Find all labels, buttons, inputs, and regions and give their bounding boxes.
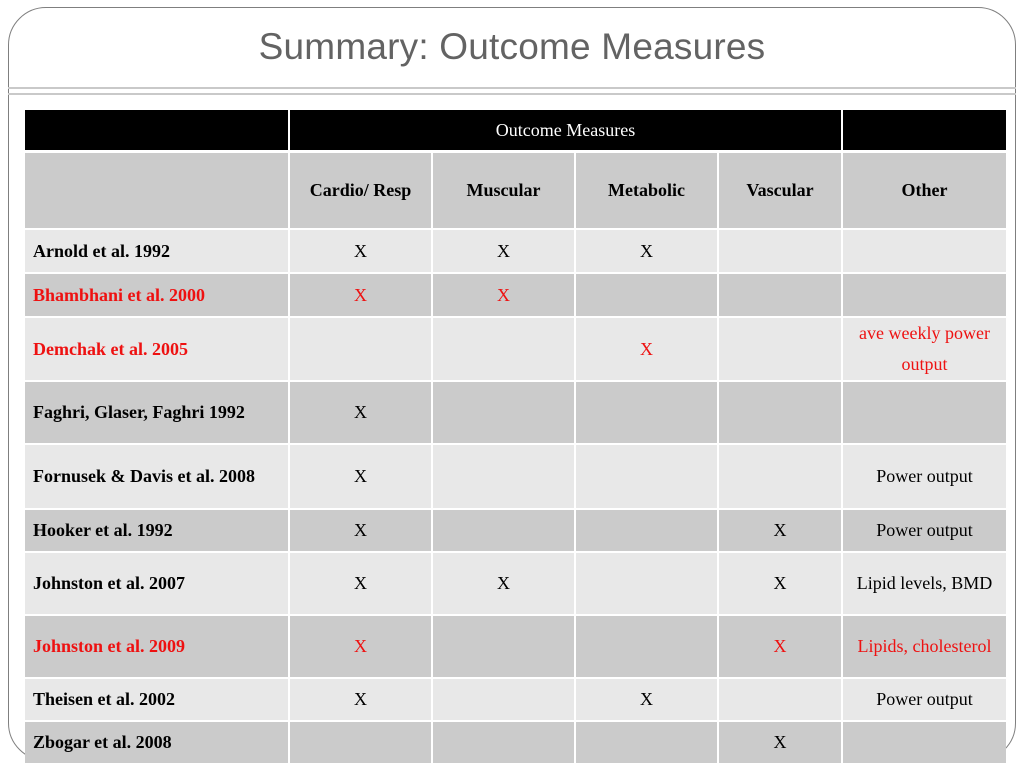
- measure-cell: [576, 722, 719, 765]
- study-name-cell: Bhambhani et al. 2000: [25, 274, 290, 318]
- measure-cell: X: [290, 230, 433, 274]
- table-row: [25, 616, 1006, 679]
- table-group-header-row: [25, 110, 1006, 153]
- table-row: [25, 445, 1006, 510]
- column-header-study: [25, 153, 290, 230]
- measure-cell: X: [719, 510, 843, 553]
- study-name-cell: Theisen et al. 2002: [25, 679, 290, 722]
- measure-cell: [433, 510, 576, 553]
- other-measure-cell: Power output: [843, 510, 1006, 553]
- table-row: [25, 318, 1006, 382]
- other-measure-cell: Power output: [843, 445, 1006, 510]
- study-name-cell: Johnston et al. 2009: [25, 616, 290, 679]
- measure-cell: [719, 318, 843, 382]
- measure-cell: [719, 382, 843, 445]
- table-row: [25, 274, 1006, 318]
- measure-cell: [433, 318, 576, 382]
- measure-cell: X: [433, 230, 576, 274]
- measure-cell: [719, 230, 843, 274]
- measure-cell: X: [290, 616, 433, 679]
- measure-cell: [576, 510, 719, 553]
- measure-cell: X: [290, 274, 433, 318]
- other-measure-cell: [843, 382, 1006, 445]
- other-measure-cell: Power output: [843, 679, 1006, 722]
- measure-cell: X: [576, 230, 719, 274]
- measure-cell: X: [290, 553, 433, 616]
- table-row: [25, 382, 1006, 445]
- measure-cell: X: [433, 553, 576, 616]
- title-separator: [8, 93, 1016, 95]
- other-measure-cell: Lipid levels, BMD: [843, 553, 1006, 616]
- table-row: [25, 510, 1006, 553]
- table-row: [25, 553, 1006, 616]
- study-name-cell: Demchak et al. 2005: [25, 318, 290, 382]
- study-name-cell: Arnold et al. 1992: [25, 230, 290, 274]
- table-column-header-row: [25, 153, 1006, 230]
- study-name-cell: Hooker et al. 1992: [25, 510, 290, 553]
- measure-cell: X: [576, 679, 719, 722]
- table-row: [25, 679, 1006, 722]
- measure-cell: [719, 445, 843, 510]
- other-measure-cell: [843, 230, 1006, 274]
- column-header: Cardio/ Resp: [290, 153, 433, 230]
- table-row: [25, 230, 1006, 274]
- measure-cell: X: [719, 722, 843, 765]
- study-name-cell: Zbogar et al. 2008: [25, 722, 290, 765]
- measure-cell: [576, 445, 719, 510]
- other-measure-cell: Lipids, cholesterol: [843, 616, 1006, 679]
- measure-cell: X: [719, 616, 843, 679]
- header-empty-cell: [843, 110, 1006, 153]
- measure-cell: X: [290, 445, 433, 510]
- header-empty-cell: [25, 110, 290, 153]
- column-header: Muscular: [433, 153, 576, 230]
- outcome-measures-table: [25, 110, 1006, 765]
- measure-cell: [576, 382, 719, 445]
- measure-cell: X: [719, 553, 843, 616]
- column-header: Metabolic: [576, 153, 719, 230]
- measure-cell: [719, 679, 843, 722]
- measure-cell: [433, 722, 576, 765]
- table-row: [25, 722, 1006, 765]
- column-header: Other: [843, 153, 1006, 230]
- other-measure-cell: ave weekly power output: [843, 318, 1006, 382]
- measure-cell: [433, 445, 576, 510]
- title-separator: [8, 87, 1016, 89]
- measure-cell: [433, 679, 576, 722]
- measure-cell: X: [576, 318, 719, 382]
- measure-cell: X: [290, 382, 433, 445]
- measure-cell: [433, 616, 576, 679]
- group-header-label: Outcome Measures: [290, 110, 843, 153]
- study-name-cell: Faghri, Glaser, Faghri 1992: [25, 382, 290, 445]
- slide-title: Summary: Outcome Measures: [258, 26, 766, 67]
- other-measure-cell: [843, 722, 1006, 765]
- study-name-cell: Fornusek & Davis et al. 2008: [25, 445, 290, 510]
- column-header: Vascular: [719, 153, 843, 230]
- measure-cell: [290, 722, 433, 765]
- measure-cell: [719, 274, 843, 318]
- study-name-cell: Johnston et al. 2007: [25, 553, 290, 616]
- other-measure-cell: [843, 274, 1006, 318]
- measure-cell: X: [290, 679, 433, 722]
- measure-cell: [290, 318, 433, 382]
- measure-cell: [576, 553, 719, 616]
- measure-cell: [433, 382, 576, 445]
- measure-cell: X: [433, 274, 576, 318]
- measure-cell: [576, 616, 719, 679]
- measure-cell: [576, 274, 719, 318]
- measure-cell: X: [290, 510, 433, 553]
